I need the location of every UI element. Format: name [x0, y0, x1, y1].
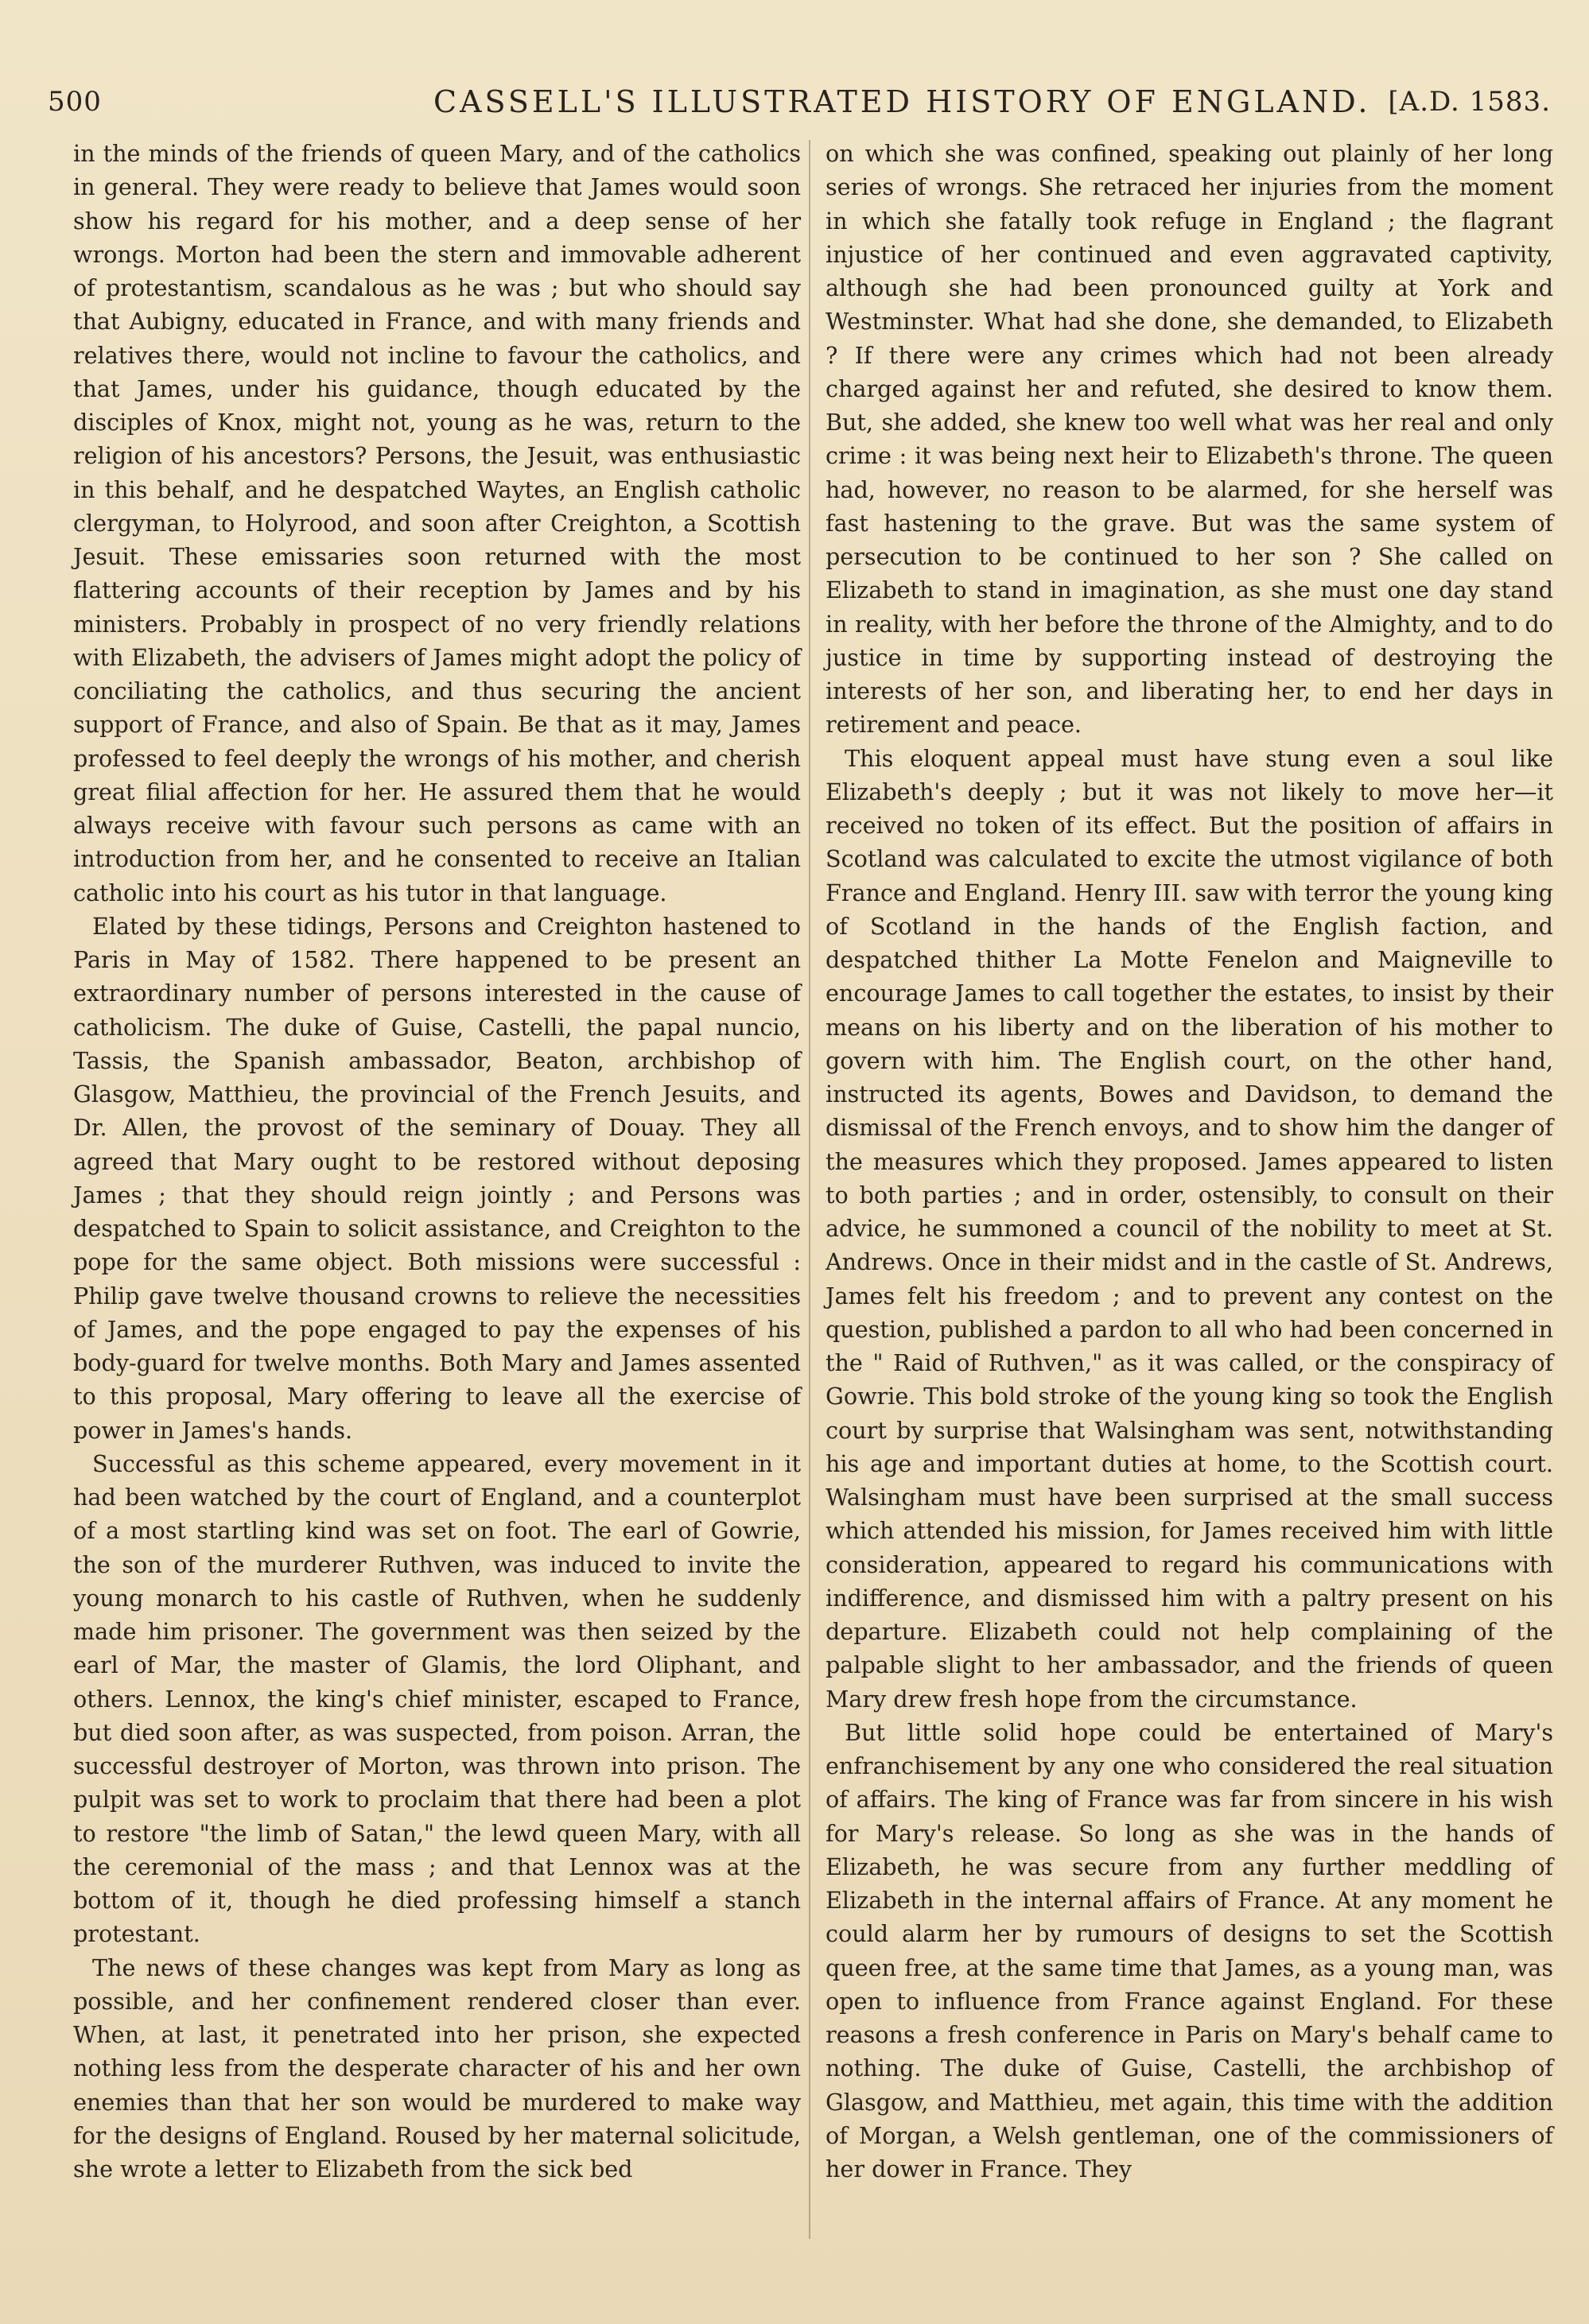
- paragraph: on which she was confined, speaking out plainly of her long series of wrongs. She retraced her injuries from the moment in which she fatally took refuge in England ; the flagrant injustice of her continued and even aggravated captivity, although she had been pronounced guilty at York and Westminster. What had she done, she demanded, to Elizabeth ? If there were any crimes which had not been already charged against her and refuted, she desired to know them. But, she added, she knew too well what was her real and only crime : it was being next heir to Elizabeth's throne. The queen had, however, no reason to be alarmed, for she herself was fast hastening to the grave. But was the same system of persecution to be continued to her son ? She called on Elizabeth to stand in imagination, as she must one day stand in reality, with her before the throne of the Almighty, and to do justice in time by supporting instead of destroying the interests of her son, and liberating her, to end her days in retirement and peace.: [826, 140, 1553, 739]
- running-title: CASSELL'S ILLUSTRATED HISTORY OF ENGLAND.: [433, 84, 1371, 119]
- paragraph: The news of these changes was kept from Mary as long as possible, and her confinement rendered closer than ever. When, at last, it penetrated into her prison, she expected nothing less from the desperate character of his and her own enemies than that her son would be murdered to make way for the designs of England. Roused by her maternal solicitude, she wrote a letter to Elizabeth from the sick bed: [73, 1953, 801, 2182]
- paragraph: Elated by these tidings, Persons and Creighton hastened to Paris in May of 1582. There happened to be present an extraordinary number of persons interested in the cause of catholicism. The duke of Guise, Castelli, the papal nuncio, Tassis, the Spanish ambassador, Beaton, archbishop of Glasgow, Matthieu, the provincial of the French Jesuits, and Dr. Allen, the provost of the seminary of Douay. They all agreed that Mary ought to be restored without deposing James ; that they should reign jointly ; and Persons was despatched to Spain to solicit assistance, and Creighton to the pope for the same object. Both missions were successful : Philip gave twelve thousand crowns to relieve the necessities of James, and the pope engaged to pay the expenses of his body-guard for twelve months. Both Mary and James assented to this proposal, Mary offering to leave all the exercise of power in James's hands.: [73, 912, 801, 1444]
- page-number: 500: [48, 86, 102, 118]
- column-divider: [809, 140, 810, 2239]
- paragraph: in the minds of the friends of queen Mary, and of the catholics in general. They were ready to believe that James would soon show his regard for his mother, and a deep sense of her wrongs. Morton had been the stern and immovable adherent of protestantism, scandalous as he was ; but who should say that Aubigny, educated in France, and with many friends and relatives there, would not incline to favour the catholics, and that James, under his guidance, though educated by the disciples of Knox, might not, young as he was, return to the religion of his ancestors? Persons, the Jesuit, was enthusiastic in this behalf, and he despatched Waytes, an English catholic clergyman, to Holyrood, and soon after Creighton, a Scottish Jesuit. These emissaries soon returned with the most flattering accounts of their reception by James and by his ministers. Probably in prospect of no very friendly relations with Elizabeth, the advisers of James might adopt the policy of conciliating the catholics, and thus securing the ancient support of France, and also of Spain. Be that as it may, James professed to feel deeply the wrongs of his mother, and cherish great filial affection for her. He assured them that he would always receive with favour such persons as came with an introduction from her, and he consented to receive an Italian catholic into his court as his tutor in that language.: [73, 140, 801, 906]
- paragraph: But little solid hope could be entertained of Mary's enfranchisement by any one who considered the real situation of affairs. The king of France was far from sincere in his wish for Mary's release. So long as she was in the hands of Elizabeth, he was secure from any further meddling of Elizabeth in the internal affairs of France. At any moment he could alarm her by rumours of designs to set the Scottish queen free, at the same time that James, as a young man, was open to influence from France against England. For these reasons a fresh conference in Paris on Mary's behalf came to nothing. The duke of Guise, Castelli, the archbishop of Glasgow, and Matthieu, met again, this time with the addition of Morgan, a Welsh gentleman, one of the commissioners of her dower in France. They: [826, 1718, 1553, 2182]
- paragraph: This eloquent appeal must have stung even a soul like Elizabeth's deeply ; but it was not likely to move her—it received no token of its effect. But the position of affairs in Scotland was calculated to excite the utmost vigilance of both France and England. Henry III. saw with terror the young king of Scotland in the hands of the English faction, and despatched thither La Motte Fenelon and Maigneville to encourage James to call together the estates, to insist by their means on his liberty and on the liberation of his mother to govern with him. The English court, on the other hand, instructed its agents, Bowes and Davidson, to demand the dismissal of the French envoys, and to show him the danger of the measures which they proposed. James appeared to listen to both parties ; and in order, ostensibly, to consult on their advice, he summoned a council of the nobility to meet at St. Andrews. Once in their midst and in the castle of St. Andrews, James felt his freedom ; and to prevent any contest on the question, published a pardon to all who had been concerned in the " Raid of Ruthven," as it was called, or the conspiracy of Gowrie. This bold stroke of the young king so took the English court by surprise that Walsingham was sent, notwithstanding his age and important duties at home, to the Scottish court. Walsingham must have been surprised at the small success which attended his mission, for James received him with little consideration, appeared to regard his communications with indifference, and dismissed him with a paltry present on his departure. Elizabeth could not help complaining of the palpable slight to her ambassador, and the friends of queen Mary drew fresh hope from the circumstance.: [826, 744, 1553, 1713]
- right-column: [826, 137, 1553, 2186]
- left-column: [73, 137, 801, 2186]
- date-reference: [A.D. 1583.: [1388, 86, 1551, 118]
- paragraph: Successful as this scheme appeared, every movement in it had been watched by the court of England, and a counterplot of a most startling kind was set on foot. The earl of Gowrie, the son of the murderer Ruthven, was induced to invite the young monarch to his castle of Ruthven, when he suddenly made him prisoner. The government was then seized by the earl of Mar, the master of Glamis, the lord Oliphant, and others. Lennox, the king's chief minister, escaped to France, but died soon after, as was suspected, from poison. Arran, the successful destroyer of Morton, was thrown into prison. The pulpit was set to work to proclaim that there had been a plot to restore "the limb of Satan," the lewd queen Mary, with all the ceremonial of the mass ; and that Lennox was at the bottom of it, though he died professing himself a stanch protestant.: [73, 1449, 801, 1948]
- running-header: [48, 80, 1559, 127]
